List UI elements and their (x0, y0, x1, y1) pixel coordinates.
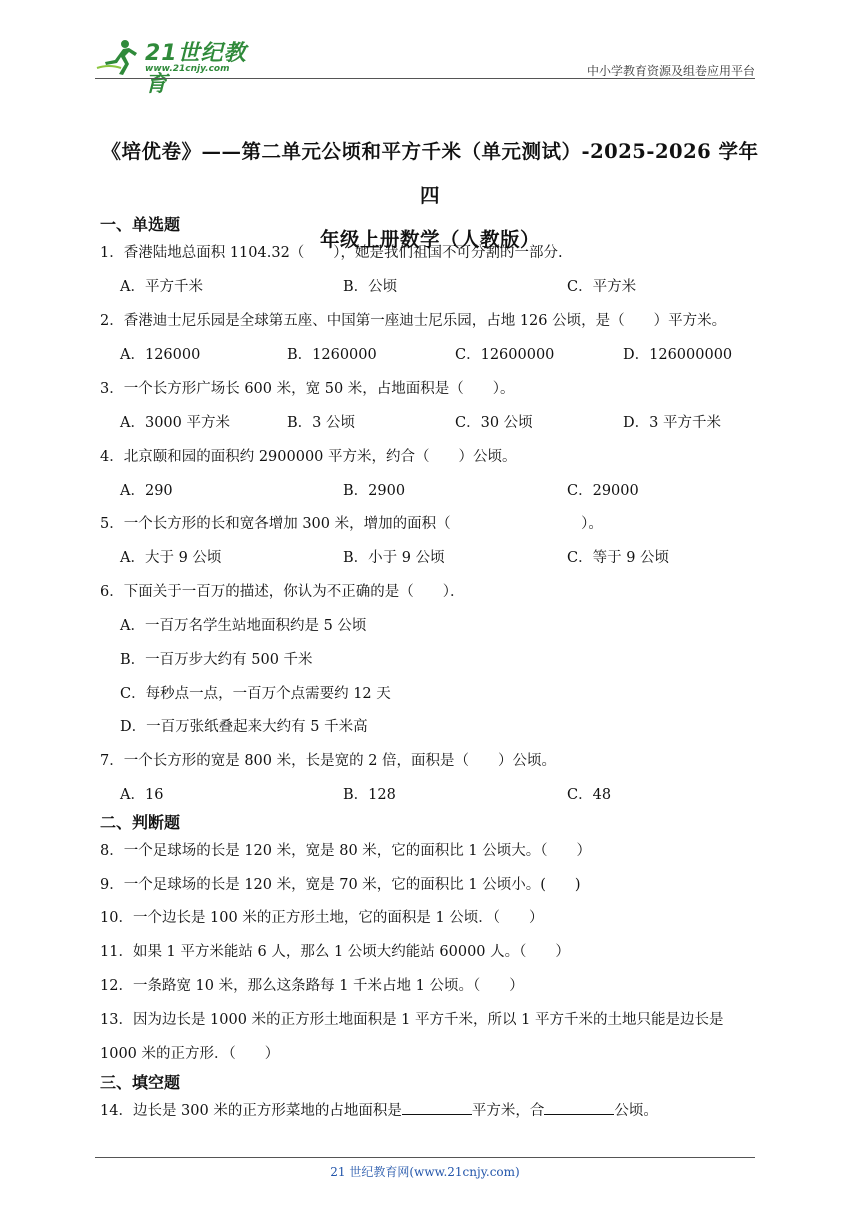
question-11: 11．如果 1 平方米能站 6 人，那么 1 公顷大约能站 60000 人。（ ） (100, 944, 570, 960)
header-divider (95, 78, 755, 79)
q14-part-1: 14．边长是 300 米的正方形菜地的占地面积是 (100, 1103, 402, 1119)
q2-option-b: B．1260000 (287, 347, 377, 363)
section-fill-blank: 三、填空题 (100, 1073, 181, 1092)
q6-option-b: B．一百万步大约有 500 千米 (120, 652, 313, 668)
q7-option-c: C．48 (567, 787, 612, 803)
q7-option-a: A．16 (120, 787, 164, 803)
q1-option-b: B．公顷 (343, 279, 398, 295)
question-7: 7．一个长方形的宽是 800 米，长是宽的 2 倍，面积是（ ）公顷。 (100, 753, 557, 769)
question-1: 1．香港陆地总面积 1104.32（ ），她是我们祖国不可分割的一部分. (100, 245, 563, 261)
question-4: 4．北京颐和园的面积约 2900000 平方米，约合（ ）公顷。 (100, 449, 517, 465)
question-13-line-1: 13．因为边长是 1000 米的正方形土地面积是 1 平方千米，所以 1 平方千米的土地只能是边长是 (100, 1012, 724, 1028)
page-footer: 21 世纪教育网(www.21cnjy.com) (330, 1165, 520, 1179)
q3-option-b: B．3 公顷 (287, 415, 355, 431)
q2-option-c: C．12600000 (455, 347, 555, 363)
q14-blank-2[interactable] (544, 1100, 614, 1115)
question-6: 6．下面关于一百万的描述，你认为不正确的是（ ）． (100, 584, 465, 600)
q6-option-d: D．一百万张纸叠起来大约有 5 千米高 (120, 719, 368, 735)
q4-option-c: C．29000 (567, 483, 639, 499)
q14-part-3: 公顷。 (614, 1103, 658, 1119)
q4-option-b: B．2900 (343, 483, 406, 499)
q5-option-c: C．等于 9 公顷 (567, 550, 670, 566)
question-12: 12．一条路宽 10 米，那么这条路每 1 千米占地 1 公顷。（ ） (100, 978, 524, 994)
q6-option-a: A．一百万名学生站地面积约是 5 公顷 (120, 618, 367, 634)
question-5: 5．一个长方形的长和宽各增加 300 米，增加的面积（ ）。 (100, 516, 603, 532)
question-9: 9．一个足球场的长是 120 米，宽是 70 米，它的面积比 1 公顷小。( ) (100, 877, 581, 893)
title-line-2: 年级上册数学（人教版） (319, 228, 540, 251)
logo (95, 36, 265, 97)
question-14 (100, 1099, 658, 1120)
q1-option-c: C．平方米 (567, 279, 637, 295)
question-3: 3．一个长方形广场长 600 米，宽 50 米，占地面积是（ ）。 (100, 381, 515, 397)
section-single-choice: 一、单选题 (100, 215, 181, 234)
logo-text: 21世纪教育 (145, 41, 247, 97)
question-2: 2．香港迪士尼乐园是全球第五座、中国第一座迪士尼乐园，占地 126 公顷，是（ ）平方米。 (100, 313, 727, 329)
q3-option-d: D．3 平方千米 (623, 415, 721, 431)
footer-divider (95, 1157, 755, 1158)
question-8: 8．一个足球场的长是 120 米，宽是 80 米，它的面积比 1 公顷大。（ ） (100, 843, 591, 859)
runner-logo-icon (95, 38, 143, 78)
platform-label: 中小学教育资源及组卷应用平台 (586, 64, 755, 78)
q3-option-a: A．3000 平方米 (120, 415, 230, 431)
question-13-line-2: 1000 米的正方形．（ ） (100, 1046, 280, 1062)
title-line-1: 《培优卷》——第二单元公顷和平方千米（单元测试）-2025-2026 学年四 (101, 140, 759, 207)
q7-option-b: B．128 (343, 787, 396, 803)
q2-option-d: D．126000000 (623, 347, 733, 363)
q1-option-a: A．平方千米 (120, 279, 203, 295)
q14-part-2: 平方米，合 (471, 1103, 545, 1119)
q14-blank-1[interactable] (402, 1100, 472, 1115)
logo-url: www.21cnjy.com (145, 64, 230, 74)
page-header (95, 36, 755, 97)
section-true-false: 二、判断题 (100, 813, 181, 832)
q3-option-c: C．30 公顷 (455, 415, 533, 431)
question-10: 10．一个边长是 100 米的正方形土地，它的面积是 1 公顷．（ ） (100, 910, 544, 926)
q2-option-a: A．126000 (120, 347, 201, 363)
q5-option-a: A．大于 9 公顷 (120, 550, 222, 566)
q5-option-b: B．小于 9 公顷 (343, 550, 445, 566)
q4-option-a: A．290 (120, 483, 173, 499)
q6-option-c: C．每秒点一点，一百万个点需要约 12 天 (120, 686, 391, 702)
